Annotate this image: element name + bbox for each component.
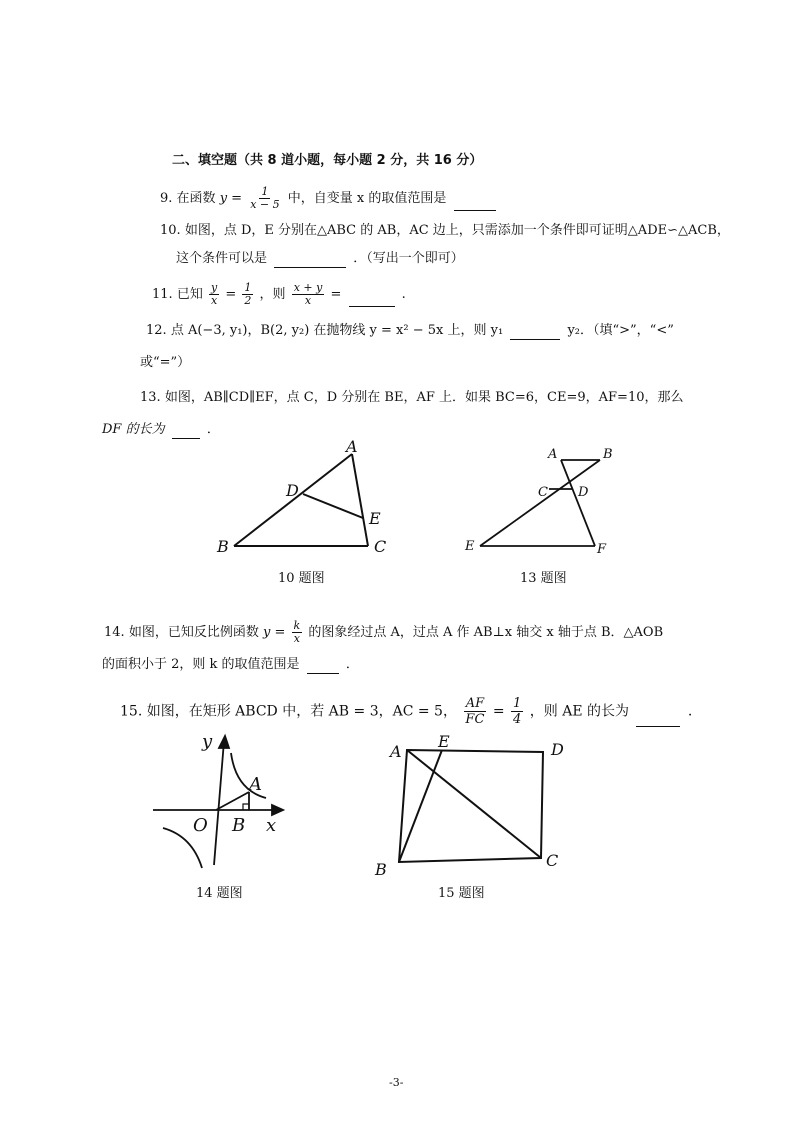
q15-pre: 如图，在矩形 ABCD 中，若 AB = 3，AC = 5， [146, 703, 457, 720]
q12-number: 12. [146, 323, 167, 338]
q14-number: 14. [104, 625, 125, 640]
fig14-label-x: x [266, 815, 277, 836]
q11-f2-den: 2 [244, 294, 252, 307]
q10-line2-pre: 这个条件可以是 [176, 251, 268, 266]
q14-line1-pre: 如图，已知反比例函数 [128, 625, 259, 640]
q11-mid: ，则 [259, 287, 286, 302]
q11-f1-num: y [210, 281, 218, 294]
fig15-caption: 15 题图 [438, 886, 485, 901]
fig10-label-a: A [346, 437, 358, 456]
section-header: 二、填空题（共 8 道小题，每小题 2 分，共 16 分） [172, 153, 483, 168]
q15-post: ，则 AE 的长为 [529, 703, 629, 720]
q12-line1-a: 点 A(−3, y₁)，B(2, y₂) 在抛物线 y = x² − 5x 上，则 y₁ [170, 323, 504, 338]
fig13-label-a: A [548, 447, 558, 462]
q9-pre: 在函数 [176, 191, 216, 206]
fig14-label-o: O [193, 815, 208, 836]
fig14-label-y: y [202, 731, 213, 752]
fig15-label-b: B [375, 860, 387, 879]
q9-frac-den: x − 5 [250, 198, 280, 211]
q11-post: = [330, 287, 342, 302]
q15-f1-den: FC [465, 712, 485, 727]
fig10-caption: 10 题图 [278, 571, 325, 586]
q12-line2: 或“=”） [140, 355, 191, 370]
fig14-label-a: A [249, 774, 262, 795]
q14-frac-num: k [293, 619, 301, 632]
fig13-label-e: E [465, 539, 475, 554]
q13-number: 13. [140, 390, 161, 405]
q11-number: 11. [152, 287, 173, 302]
q9-frac-num: 1 [261, 185, 269, 198]
q10-line2-post: ．（写出一个即可） [353, 251, 464, 266]
fig13-caption: 13 题图 [520, 571, 567, 586]
q14-y-eq: y = [262, 625, 286, 640]
fig15-label-c: C [546, 851, 559, 870]
q11-pre: 已知 [176, 287, 203, 302]
q13-line2-post: ． [206, 422, 220, 437]
q9-post: 中，自变量 x 的取值范围是 [287, 191, 447, 206]
q15-number: 15. [120, 703, 143, 720]
fig10-label-b: B [217, 537, 229, 556]
q11-eq: = [225, 287, 237, 302]
q14-frac-den: x [293, 632, 300, 645]
q10-line1: 如图，点 D，E 分别在△ABC 的 AB，AC 边上，只需添加一个条件即可证明△ADE∽△ACB， [184, 223, 730, 238]
q11-f1-den: x [210, 294, 218, 307]
fig15-label-e: E [438, 732, 450, 751]
q11-f3-num: x + y [293, 281, 323, 294]
fig13-label-d: D [578, 485, 589, 500]
q9-y-eq: y = [219, 191, 243, 206]
fig10-label-c: C [374, 537, 387, 556]
fig13-label-b: B [603, 447, 613, 462]
q15-f2-den: 4 [513, 712, 522, 727]
q15-eq: = [492, 703, 505, 720]
fig15-label-d: D [551, 740, 564, 759]
fig15-label-a: A [390, 742, 402, 761]
q14-line1-post: 的图象经过点 A，过点 A 作 AB⊥x 轴交 x 轴于点 B．△AOB [308, 625, 664, 640]
fig14-label-b: B [232, 815, 246, 836]
q15-end: . [687, 703, 693, 720]
q10-number: 10. [160, 223, 181, 238]
page-number: -3- [389, 1076, 404, 1089]
fig14-caption: 14 题图 [196, 886, 243, 901]
q15-f2-num: 1 [513, 696, 522, 711]
fig10-label-e: E [369, 509, 381, 528]
q12-line1-b: y₂．（填“>”，“<” [567, 323, 674, 338]
q14-line2-post: ． [345, 657, 359, 672]
q11-f3-den: x [304, 294, 312, 307]
q15-f1-num: AF [465, 696, 485, 711]
fig15-diagonal-ac [407, 750, 541, 858]
q13-line2-pre: DF 的长为 [102, 422, 165, 437]
q11-f2-num: 1 [244, 281, 252, 294]
q13-line1: 如图，AB∥CD∥EF，点 C，D 分别在 BE，AF 上．如果 BC=6，CE=9，AF=10，那么 [164, 390, 684, 405]
q14-line2-pre: 的面积小于 2，则 k 的取值范围是 [102, 657, 300, 672]
fig10-label-d: D [286, 481, 299, 500]
fig13-label-c: C [538, 485, 548, 500]
q11-end: . [401, 287, 406, 302]
q9-number: 9. [160, 191, 173, 206]
fig13-label-f: F [597, 542, 607, 557]
